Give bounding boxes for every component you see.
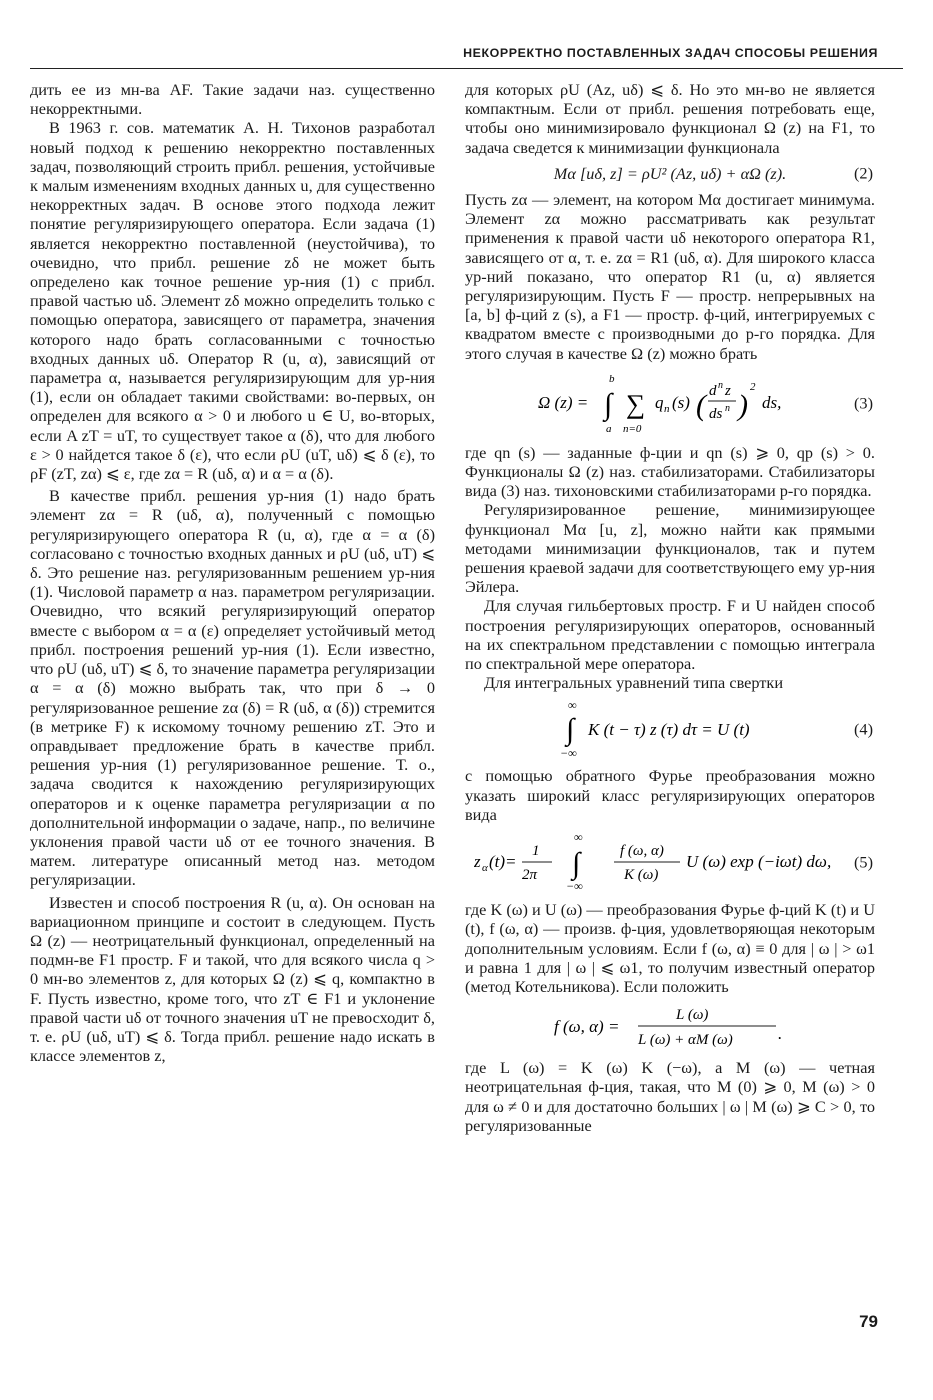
- paragraph: дить ее из мн-ва AF. Такие задачи наз. существенно некорректными.: [30, 80, 435, 119]
- filter-function-image: [550, 1003, 790, 1051]
- equation-3: [465, 370, 875, 436]
- paragraph: для которых ρU (Az, uδ) ⩽ δ. Но это мн-во не является компактным. Если от прибл. решения потребовать еще, чтобы оно минимизировало функционал Ω (z) на F1, то задача сведется к минимизации функционала: [465, 80, 875, 157]
- svg-text:∫: ∫: [604, 387, 613, 421]
- svg-text:d: d: [709, 382, 717, 399]
- equation-2-body: Mα [uδ, z] = ρU² (Az, uδ) + αΩ (z).: [553, 163, 787, 183]
- svg-text:−∞: −∞: [566, 879, 583, 894]
- svg-text:n: n: [664, 402, 670, 415]
- svg-text:n=0: n=0: [623, 422, 642, 435]
- svg-text:): ): [738, 388, 748, 422]
- paragraph: где L (ω) = K (ω) K (−ω), а M (ω) — четная неотрицательная ф-ция, такая, что M (0) ⩾ 0, M (ω) > 0 для ω ≠ 0 и для достаточно больших | ω | M (ω) ⩾ C > 0, то регуляризованные: [465, 1058, 875, 1135]
- svg-text:1: 1: [532, 843, 540, 860]
- svg-text:L (ω) + αM (ω): L (ω) + αM (ω): [638, 1032, 733, 1049]
- svg-text:z: z: [725, 382, 731, 399]
- paragraph: где qn (s) — заданные ф-ции и qn (s) ⩾ 0, qp (s) > 0. Функционалы Ω (z) наз. стабилизаторами. Стабилизаторы вида (3) наз. тихоновскими стабилизаторами p-го порядка.: [465, 442, 875, 501]
- running-header: НЕКОРРЕКТНО ПОСТАВЛЕННЫХ ЗАДАЧ СПОСОБЫ РЕШЕНИЯ: [463, 46, 878, 60]
- stabilizer-formula-image: [520, 370, 820, 436]
- paragraph: где K (ω) и U (ω) — преобразования Фурье ф-ций K (t) и U (t), f (ω, α) — произв. ф-ция, удовлетворяющая некоторым дополнительным условиям. Если f (ω, α) ≡ 0 для | ω | > ω1 и равна 1 для | ω | ⩽ ω1, то получим известный оператор (метод Котельникова). Если положить: [465, 900, 875, 996]
- paragraph: В качестве прибл. решения ур-ния (1) надо брать элемент zα = R (uδ, α), полученный с помощью регуляризирующего оператора R (u, α), где α = α (δ) согласовано с точностью входных данных и ρU (uδ, uT) ⩽ δ. Это решение наз. регуляризованным решением ур-ния (1). Числовой параметр α наз. параметром регуляризации. Очевидно, что всякий регуляризирующий оператор вместе с выбором α = α (ε) определяет устойчивый метод прибл. построения решений ур-ния (1). Если известно, что ρU (uδ, uT) ⩽ δ, то значение параметра регуляризации α = α (δ) можно выбрать так, что при δ → 0 регуляризованное решение zα (δ) = R (uδ, α (δ)) стремится (в метрике F) к искомому точному решению zT. Это и оправдывает предложение брать в качестве прибл. решения ур-ния (1) регуляризованное решение. Т. о., задача сводится к нахождению регуляризирующих операторов и к оценке параметра регуляризации α по дополнительной информации о задаче, напр., по величине уклонения правой части uδ от ее точного значения. В матем. литературе описанный метод наз. методом регуляризации.: [30, 486, 435, 890]
- svg-text:2: 2: [750, 380, 756, 393]
- equation-number: (3): [854, 393, 873, 413]
- equation-6: [465, 1003, 875, 1051]
- regularizing-operator-image: [474, 831, 866, 893]
- equation-number: (4): [854, 719, 873, 739]
- svg-text:∑: ∑: [626, 388, 646, 419]
- svg-text:(s): (s): [672, 392, 690, 412]
- equation-number: (2): [854, 163, 873, 183]
- paragraph: с помощью обратного Фурье преобразования можно указать широкий класс регуляризирующих операторов вида: [465, 766, 875, 824]
- equation-number: (5): [854, 852, 873, 872]
- svg-text:∞: ∞: [574, 831, 583, 845]
- equation-4: [465, 699, 875, 759]
- page-number: 79: [859, 1312, 878, 1331]
- equation-2: [465, 164, 875, 183]
- svg-text:U (ω) exp (−iωt) dω,: U (ω) exp (−iωt) dω,: [686, 852, 832, 872]
- svg-text:2π: 2π: [522, 867, 538, 884]
- svg-text:ds: ds: [709, 405, 723, 422]
- left-column: [30, 80, 435, 1065]
- svg-text:K (t − τ) z (τ) dτ = U (t): K (t − τ) z (τ) dτ = U (t): [588, 720, 750, 740]
- svg-text:f (ω, α) =: f (ω, α) =: [554, 1017, 620, 1037]
- svg-text:L (ω): L (ω): [676, 1007, 709, 1024]
- paragraph: Пусть zα — элемент, на котором Mα достигает минимума. Элемент zα можно рассматривать как результат применения к правой части uδ некоторого оператора R1, зависящего от α, т. е. zα = R1 (uδ, α). Для широкого класса ур-ний показано, что оператор R1 (u, α) является регуляризирующим. Пусть F — простр. непрерывных на [a, b] ф-ций z (s), а F1 — простр. ф-ций, интегрируемых с квадратом вместе с производными до p-го порядка. Для этого случая в качестве Ω (z) можно брать: [465, 190, 875, 363]
- svg-text:∫: ∫: [572, 847, 581, 881]
- svg-text:−∞: −∞: [560, 746, 577, 760]
- svg-text:a: a: [606, 422, 612, 435]
- paragraph: Для интегральных уравнений типа свертки: [484, 673, 784, 693]
- svg-text:Ω (z) =: Ω (z) =: [538, 392, 589, 412]
- svg-text:f (ω, α): f (ω, α): [620, 843, 664, 860]
- paragraph: Известен и способ построения R (u, α). Он основан на вариационном принципе и состоит в следующем. Пусть Ω (z) — неотрицательный функционал, определенный на подмн-ве F1 простр. F и такой, что для всякого числа q > 0 мн-во элементов z, для которых Ω (z) ⩽ q, компактно в F. Пусть известно, кроме того, что zT ∈ F1 и уклонение правой части uδ от точного значения uT не превосходит δ, т. е. ρU (uδ, uT) ⩽ δ. Тогда прибл. решение надо искать в классе элементов z,: [30, 892, 435, 1066]
- right-column: [465, 80, 875, 1135]
- svg-text:q: q: [655, 392, 664, 412]
- paragraph: Для случая гильбертовых простр. F и U найден способ построения регуляризирующих операторов, основанный на их спектральном представлении с помощью интеграла по спектральной мере оператора.: [465, 596, 875, 674]
- equation-5: [465, 831, 875, 893]
- svg-text:n: n: [718, 379, 723, 391]
- svg-text:∞: ∞: [568, 699, 577, 713]
- paragraph: Регуляризированное решение, минимизирующее функционал Mα [u, z], можно найти как прямыми методами минимизации функционалов, так и путем решения краевой задачи для соответствующего ему ур-ния Эйлера.: [465, 500, 875, 597]
- svg-text:(t)=: (t)=: [489, 852, 517, 872]
- svg-text:.: .: [778, 1024, 783, 1044]
- header-rule: [30, 68, 903, 69]
- svg-text:K (ω): K (ω): [624, 867, 659, 884]
- svg-text:ds,: ds,: [762, 392, 782, 412]
- svg-text:(: (: [696, 388, 706, 422]
- convolution-equation-image: [550, 699, 790, 759]
- svg-text:α: α: [482, 862, 488, 875]
- svg-text:∫: ∫: [566, 713, 575, 747]
- svg-text:b: b: [609, 372, 615, 385]
- svg-text:z: z: [474, 852, 481, 872]
- paragraph: В 1963 г. сов. математик А. Н. Тихонов разработал новый подход к решению некорректно поставленных задач, позволяющий строить прибл. решения, устойчивые к малым изменениям входных данных u, для существенно некорректных задач. В основе этого подхода лежит понятие регуляризирующего оператора. Если задача (1) является некорректно поставленной (неустойчива), то очевидно, что прибл. решение zδ не может быть определено как точное решение ур-ния (1) с прибл. правой частью uδ. Элемент zδ можно определить только с помощью оператора, зависящего от параметра, значения которого надо брать согласованными с точностью входных данных uδ. Оператор R (u, α), зависящий от параметра α, называется регуляризирующим для ур-ния (1), если он обладает такими свойствами: во-первых, он определен для всякого α > 0 и любого u ∈ U, во-вторых, если A zT = uT, то существует такое α (δ), что для любого ε > 0 найдется такое δ (ε), что если ρU (uT, uδ) ⩽ δ (ε), то ρF (zT, zα) ⩽ ε, где zα = R (uδ, α) и α = α (δ).: [30, 118, 435, 484]
- svg-text:n: n: [725, 402, 730, 414]
